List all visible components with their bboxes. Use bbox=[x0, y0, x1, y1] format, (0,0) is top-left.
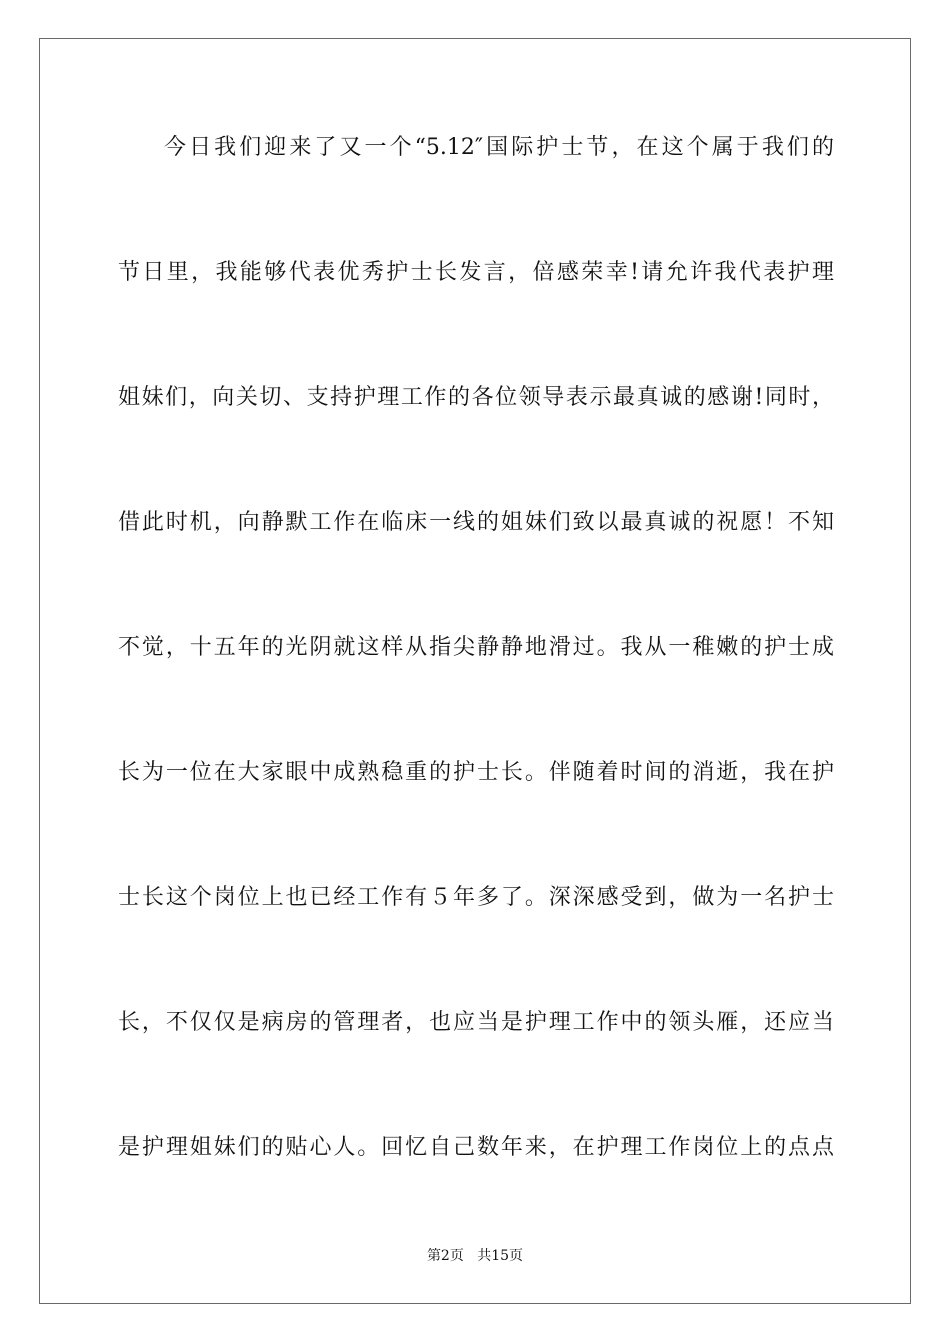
paragraph-line: 不觉，十五年的光阴就这样从指尖静静地滑过。我从一稚嫩的护士成 bbox=[118, 635, 834, 660]
paragraph-line: 今日我们迎来了又一个“5.12″国际护士节，在这个属于我们的 bbox=[164, 135, 834, 160]
paragraph-line: 借此时机，向静默工作在临床一线的姐妹们致以最真诚的祝愿！不知 bbox=[118, 510, 834, 535]
page-number: 第2页 bbox=[426, 1248, 464, 1264]
paragraph-line: 是护理姐妹们的贴心人。回忆自己数年来，在护理工作岗位上的点点 bbox=[118, 1135, 834, 1160]
paragraph-line: 节日里，我能够代表优秀护士长发言，倍感荣幸!请允许我代表护理 bbox=[118, 260, 834, 285]
page-border bbox=[39, 38, 911, 1304]
paragraph-line: 姐妹们，向关切、支持护理工作的各位领导表示最真诚的感谢!同时， bbox=[118, 385, 834, 410]
paragraph-line: 长，不仅仅是病房的管理者，也应当是护理工作中的领头雁，还应当 bbox=[118, 1010, 834, 1035]
paragraph-line: 长为一位在大家眼中成熟稳重的护士长。伴随着时间的消逝，我在护 bbox=[118, 760, 834, 785]
paragraph-line: 士长这个岗位上也已经工作有５年多了。深深感受到，做为一名护士 bbox=[118, 885, 834, 910]
page-total: 共15页 bbox=[477, 1248, 524, 1264]
page-footer bbox=[0, 1246, 950, 1266]
